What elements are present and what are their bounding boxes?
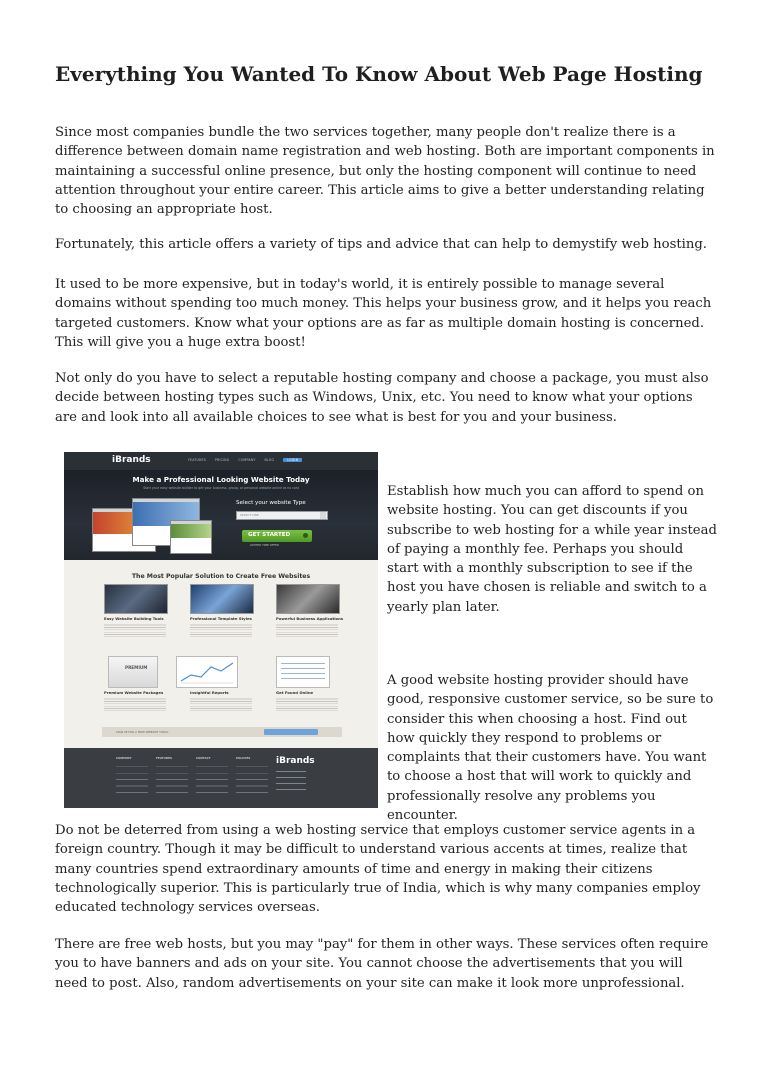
website-screenshot-image — [64, 452, 378, 808]
footer-logo: iBrands — [276, 756, 315, 766]
feature-text-lines — [276, 623, 338, 637]
screenshot-nav-item: COMPANY — [238, 458, 256, 462]
paragraph-5: Do not be deterred from using a web hosting service that employs customer service agents in a foreign country. Though it may be difficult to understand various accents at times, realize that many countries spend extraordinary amounts of time and energy in making their citizens technologically superior. This is particularly true of India, which is why many companies employ educated technology services overseas. — [55, 823, 701, 916]
footer-links — [236, 763, 268, 797]
feature-text-lines — [104, 697, 166, 711]
paragraph-4: Not only do you have to select a reputable hosting company and choose a package, you must also decide between hosting types such as Windows, Unix, etc. You need to know what your options are and look into all available choices to see what is best for you and your business. — [55, 371, 709, 425]
reports-chart-image — [176, 656, 238, 688]
arrow-circle-icon — [303, 533, 308, 538]
feature-text-lines — [104, 623, 166, 637]
screenshot-cta-label: GET STARTED — [248, 532, 291, 538]
feature-thumbnail — [104, 584, 168, 614]
paragraph-3: It used to be more expensive, but in today's world, it is entirely possible to manage several domains without spending too much money. This helps your business grow, and it helps you reach targeted customers. Know what your options are as far as multiple domain hosting is concerned. This will give you a huge extra boost! — [55, 277, 712, 350]
feature-thumbnail — [190, 584, 254, 614]
screenshot-strip-text: SIGN UP FOR A FREE WEBSITE TODAY — [116, 730, 169, 734]
footer-links — [196, 763, 228, 797]
screenshot-footer — [64, 748, 378, 808]
screenshot-nav-item: PRICING — [214, 458, 230, 462]
screenshot-hero — [64, 470, 378, 560]
feature-text-lines — [190, 623, 252, 637]
feature-text-lines — [276, 697, 338, 711]
footer-links — [156, 763, 188, 797]
paragraph-1: Since most companies bundle the two services together, many people don't realize there is a difference between domain name registration and web hosting. Both are important components in maintaining a successful online presence, but only the hosting component will continue to need attention throughout your entire career. This article aims to give a better understanding relating to choosing an appropriate host. — [55, 125, 715, 218]
screenshot-logo: iBrands — [112, 455, 151, 465]
mock-window — [170, 520, 212, 554]
chevron-down-icon — [320, 512, 326, 519]
screenshot-signup-strip — [102, 727, 342, 737]
screenshot-hero-title: Make a Professional Looking Website Today — [132, 475, 310, 484]
screenshot-select-placeholder: SELECT ONE — [240, 513, 259, 517]
feature-title: Easy Website Building Tools — [104, 616, 164, 621]
feature-title: Professional Template Styles — [190, 616, 252, 621]
screenshot-topbar — [64, 452, 378, 470]
screenshot-section-title: The Most Popular Solution to Create Free Websites — [131, 573, 311, 580]
side-paragraph-2: A good website hosting provider should have good, responsive customer service, so be sure to consider this when choosing a host. Find out how quickly they respond to problems or complaints that their customers have. You want to choose a host that will work to quickly and professionally resolve any problems you encounter. — [387, 673, 714, 824]
screenshot-nav-item: FEATURES — [188, 458, 206, 462]
feature-title: Insightful Reports — [190, 690, 229, 695]
screenshot-hero-subtitle: Start your easy website builder to get your business, group, or personal website online at no cost — [143, 486, 299, 490]
footer-contact-lines — [276, 768, 306, 794]
screenshot-select-label: Select your website Type — [236, 500, 306, 506]
feature-title: Premium Website Packages — [104, 690, 164, 695]
feature-title: Powerful Business Applications — [276, 616, 344, 621]
screenshot-select-field — [236, 511, 328, 520]
screenshot-browser-mockups — [92, 498, 210, 554]
footer-column-title: POLICIES — [236, 756, 251, 760]
feature-thumbnail — [276, 584, 340, 614]
screenshot-strip-button — [264, 729, 318, 735]
feature-title: Get Found Online — [276, 690, 314, 695]
side-paragraph-1: Establish how much you can afford to spend on website hosting. You can get discounts if you subscribe to web hosting for a while year instead of paying a monthly fee. Perhaps you should start with a monthly subscription to see if the host you have chosen is reliable and switch to a yearly plan later. — [387, 484, 717, 615]
paragraph-2: Fortunately, this article offers a variety of tips and advice that can help to demystify web hosting. — [55, 237, 707, 252]
footer-column-title: COMPANY — [116, 756, 132, 760]
screenshot-get-started-button — [242, 530, 312, 542]
premium-badge-image — [108, 656, 158, 688]
feature-text-lines — [190, 697, 252, 711]
footer-column-title: FEATURES — [156, 756, 173, 760]
screenshot-nav — [188, 458, 302, 462]
paragraph-6: There are free web hosts, but you may "pay" for them in other ways. These services often require you to have banners and ads on your site. You cannot choose the advertisements that you will need to post. Also, random advertisements on your site can make it look more unprofessional. — [55, 937, 709, 991]
screenshot-cta-sub: LIMITED TIME OFFER — [250, 543, 279, 547]
page-title: Everything You Wanted To Know About Web Page Hosting — [55, 62, 703, 86]
screenshot-nav-item: BLOG — [264, 458, 275, 462]
footer-links — [116, 763, 148, 797]
search-results-image — [276, 656, 330, 688]
premium-badge-label: PREMIUM — [125, 665, 148, 670]
reports-chart-graphic — [177, 657, 237, 687]
footer-column-title: CONTACT — [196, 756, 211, 760]
screenshot-nav-item-active: LOGIN — [283, 458, 302, 462]
